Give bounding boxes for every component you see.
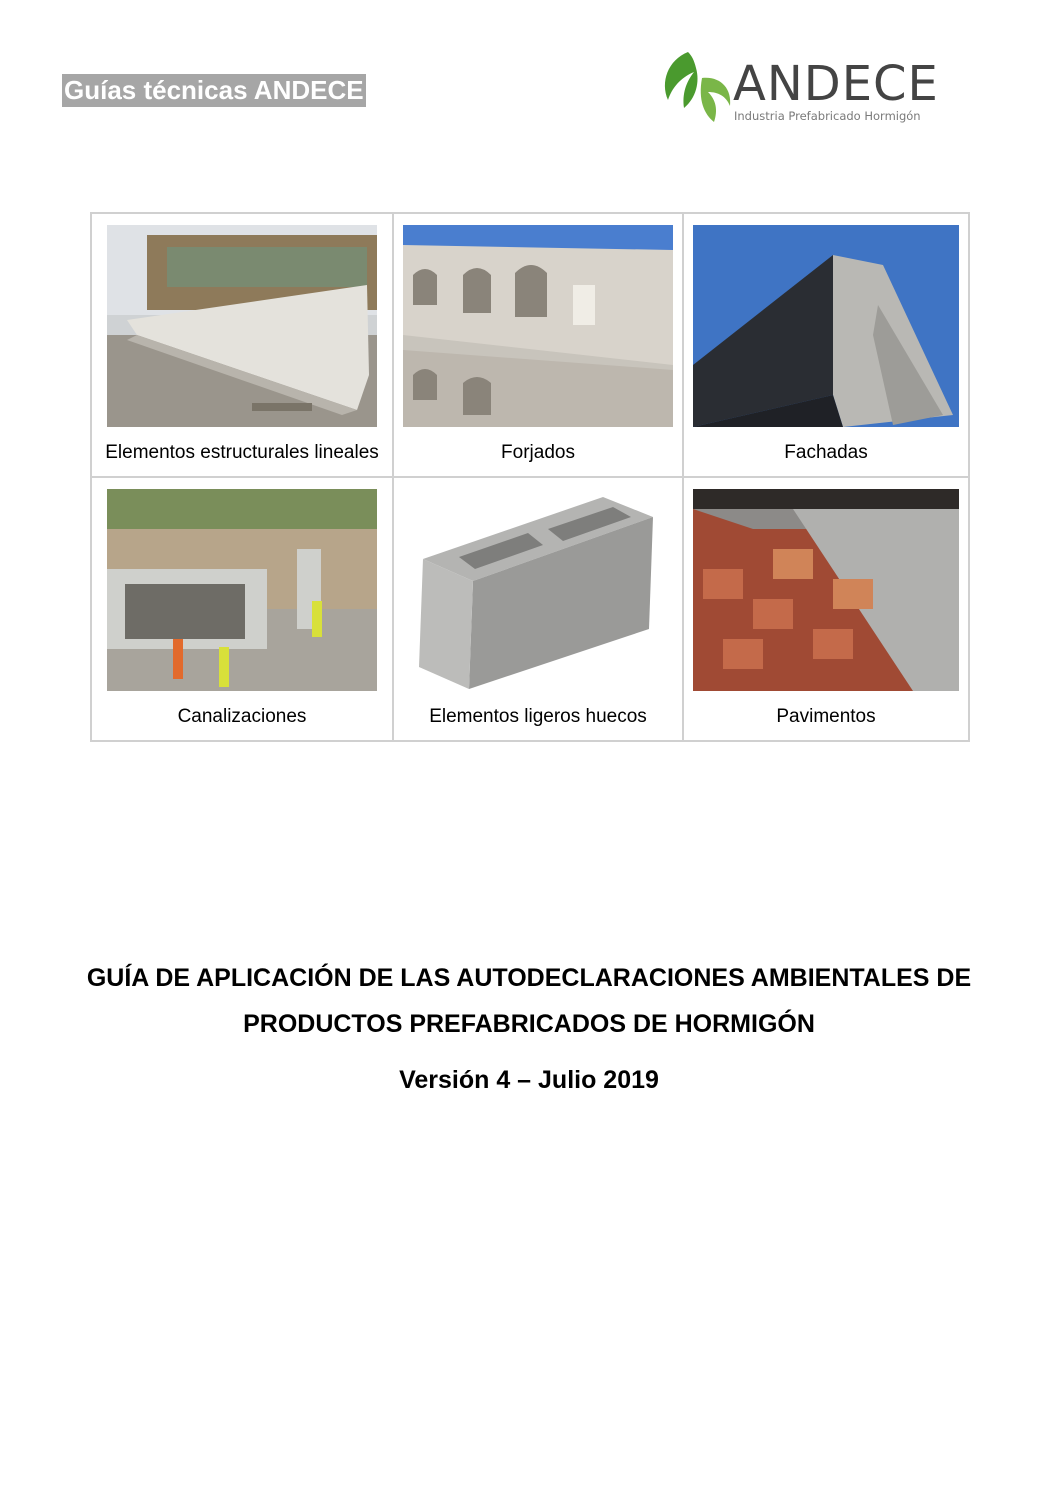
document-title-line-1: GUÍA DE APLICACIÓN DE LAS AUTODECLARACIONES AMBIENTALES DE bbox=[86, 964, 972, 992]
caption-paving: Pavimentos bbox=[776, 706, 876, 727]
logo-tagline: Industria Prefabricado Hormigón bbox=[734, 109, 921, 123]
document-title-line-2: PRODUCTOS PREFABRICADOS DE HORMIGÓN bbox=[243, 1010, 815, 1038]
box-culvert-photo bbox=[107, 489, 377, 691]
gallery-cell-beams bbox=[91, 213, 393, 477]
caption-facades: Fachadas bbox=[784, 442, 868, 463]
caption-blocks: Elementos ligeros huecos bbox=[429, 706, 647, 727]
gallery-cell-slabs bbox=[393, 213, 683, 477]
facade-panel-photo bbox=[693, 225, 959, 427]
logo-wordmark: ANDECE bbox=[733, 56, 939, 112]
precast-beam-photo bbox=[107, 225, 377, 427]
gallery-cell-culverts bbox=[91, 477, 393, 741]
gallery-cell-paving bbox=[683, 477, 969, 741]
product-gallery bbox=[90, 212, 970, 742]
logo-leaf-icon bbox=[658, 48, 738, 128]
hollowcore-slab-photo bbox=[403, 225, 673, 427]
concrete-block-photo bbox=[413, 489, 663, 691]
guides-tag: Guías técnicas ANDECE bbox=[64, 75, 364, 105]
gallery-cell-facades bbox=[683, 213, 969, 477]
caption-culverts: Canalizaciones bbox=[177, 706, 307, 727]
andece-logo bbox=[658, 48, 958, 128]
paving-photo bbox=[693, 489, 959, 691]
caption-beams: Elementos estructurales lineales bbox=[105, 442, 379, 463]
caption-slabs: Forjados bbox=[501, 442, 575, 463]
gallery-cell-blocks bbox=[393, 477, 683, 741]
document-version: Versión 4 – Julio 2019 bbox=[399, 1066, 659, 1094]
